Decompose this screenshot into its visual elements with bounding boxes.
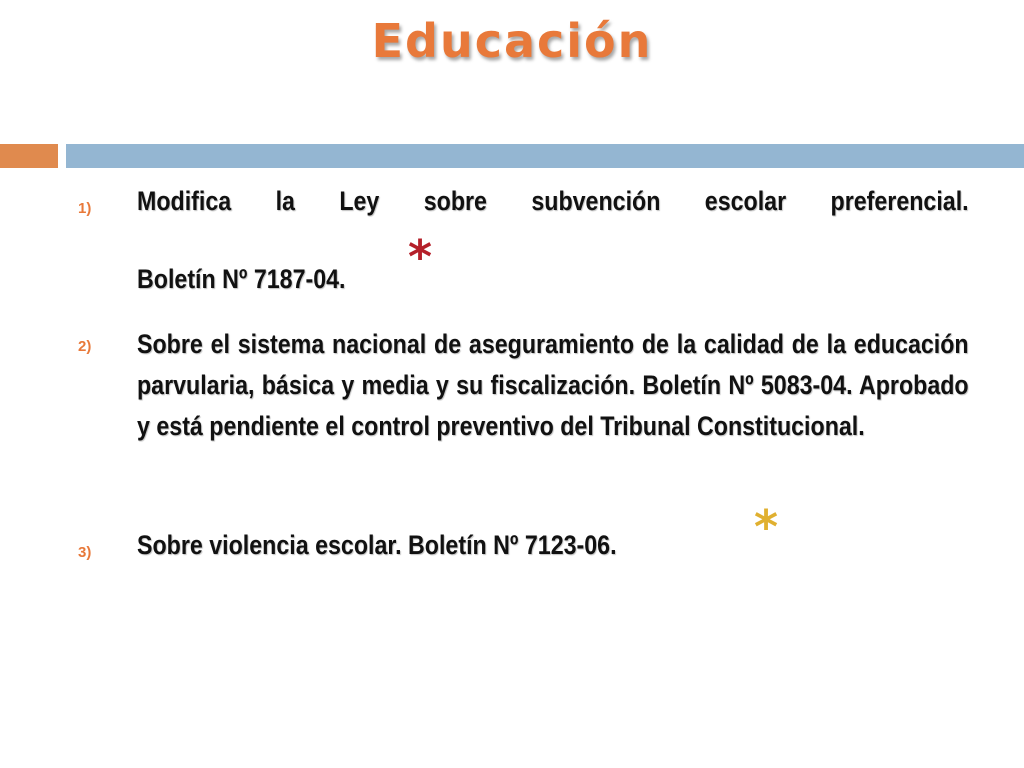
list-number: 2): [78, 338, 92, 355]
slide-title: Educación: [371, 14, 653, 68]
asterisk-marker-red: *: [408, 230, 433, 284]
list-item-text-line2: Boletín Nº 7187-04.: [137, 264, 346, 294]
list-number: 3): [78, 544, 92, 561]
accent-bar-right: [66, 144, 1024, 168]
asterisk-marker-gold: *: [754, 500, 779, 554]
list-item-text: Sobre violencia escolar. Boletín Nº 7123-06.: [137, 530, 617, 560]
accent-bar-left: [0, 144, 58, 168]
list-number: 1): [78, 200, 92, 217]
list-item-text: Sobre el sistema nacional de aseguramiento de la calidad de la educación parvularia, básica y media y su fiscalización. Boletín Nº 5083-04. Aprobado y está pendiente el control preventivo del Tribunal Constitucional.: [137, 329, 969, 441]
list-item-text-line1: Modifica la Ley sobre subvención escolar preferencial.: [137, 186, 969, 216]
